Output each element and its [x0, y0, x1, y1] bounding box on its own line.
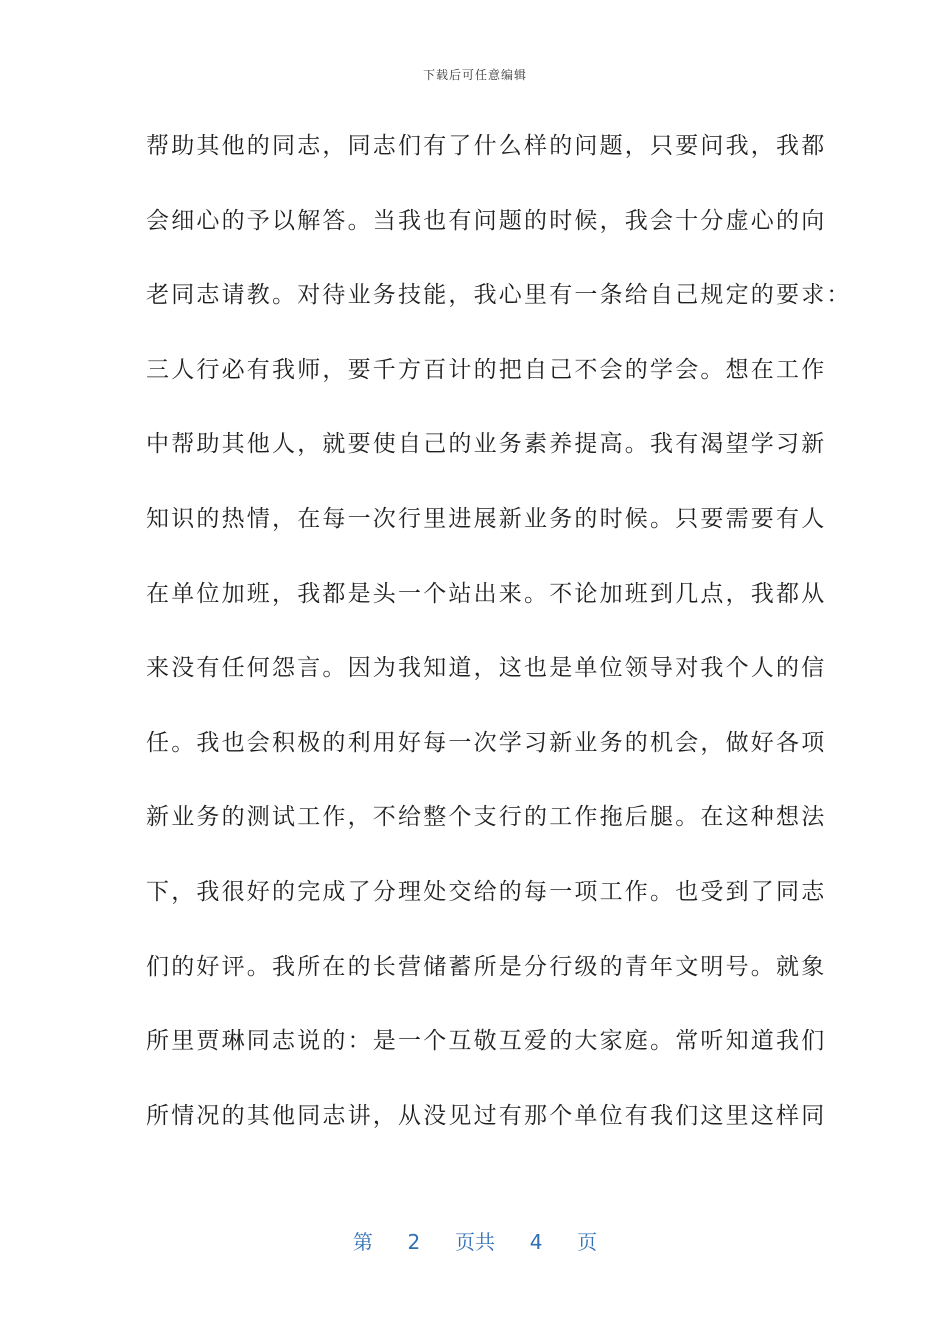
body-line: 来没有任何怨言。因为我知道，这也是单位领导对我个人的信 [146, 655, 827, 682]
body-line: 中帮助其他人，就要使自己的业务素养提高。我有渴望学习新 [146, 431, 827, 458]
body-line: 新业务的测试工作，不给整个支行的工作拖后腿。在这种想法 [146, 804, 827, 831]
footer-page-number: 2 [407, 1230, 421, 1254]
body-line: 所里贾琳同志说的：是一个互敬互爱的大家庭。常听知道我们 [146, 1028, 827, 1055]
body-line: 任。我也会积极的利用好每一次学习新业务的机会，做好各项 [146, 729, 827, 756]
body-line: 们的好评。我所在的长营储蓄所是分行级的青年文明号。就象 [146, 953, 827, 980]
footer-total-pages: 4 [529, 1230, 543, 1254]
body-line: 下，我很好的完成了分理处交给的每一项工作。也受到了同志 [146, 878, 827, 905]
body-line: 会细心的予以解答。当我也有问题的时候，我会十分虚心的向 [146, 207, 827, 234]
header-note: 下载后可任意编辑 [422, 68, 527, 82]
footer-suffix: 页 [577, 1230, 598, 1254]
footer-prefix: 第 [352, 1230, 373, 1254]
page-footer [0, 1226, 950, 1255]
footer-middle: 页共 [455, 1230, 495, 1254]
body-line: 三人行必有我师，要千方百计的把自己不会的学会。想在工作 [146, 356, 827, 383]
body-line: 老同志请教。对待业务技能，我心里有一条给自己规定的要求： [146, 282, 852, 309]
body-line: 所情况的其他同志讲，从没见过有那个单位有我们这里这样同 [146, 1102, 827, 1129]
body-line: 知识的热情，在每一次行里进展新业务的时候。只要需要有人 [146, 505, 827, 532]
body-line: 在单位加班，我都是头一个站出来。不论加班到几点，我都从 [146, 580, 827, 607]
body-line: 帮助其他的同志，同志们有了什么样的问题，只要问我，我都 [146, 133, 827, 159]
body-text [146, 128, 852, 1172]
